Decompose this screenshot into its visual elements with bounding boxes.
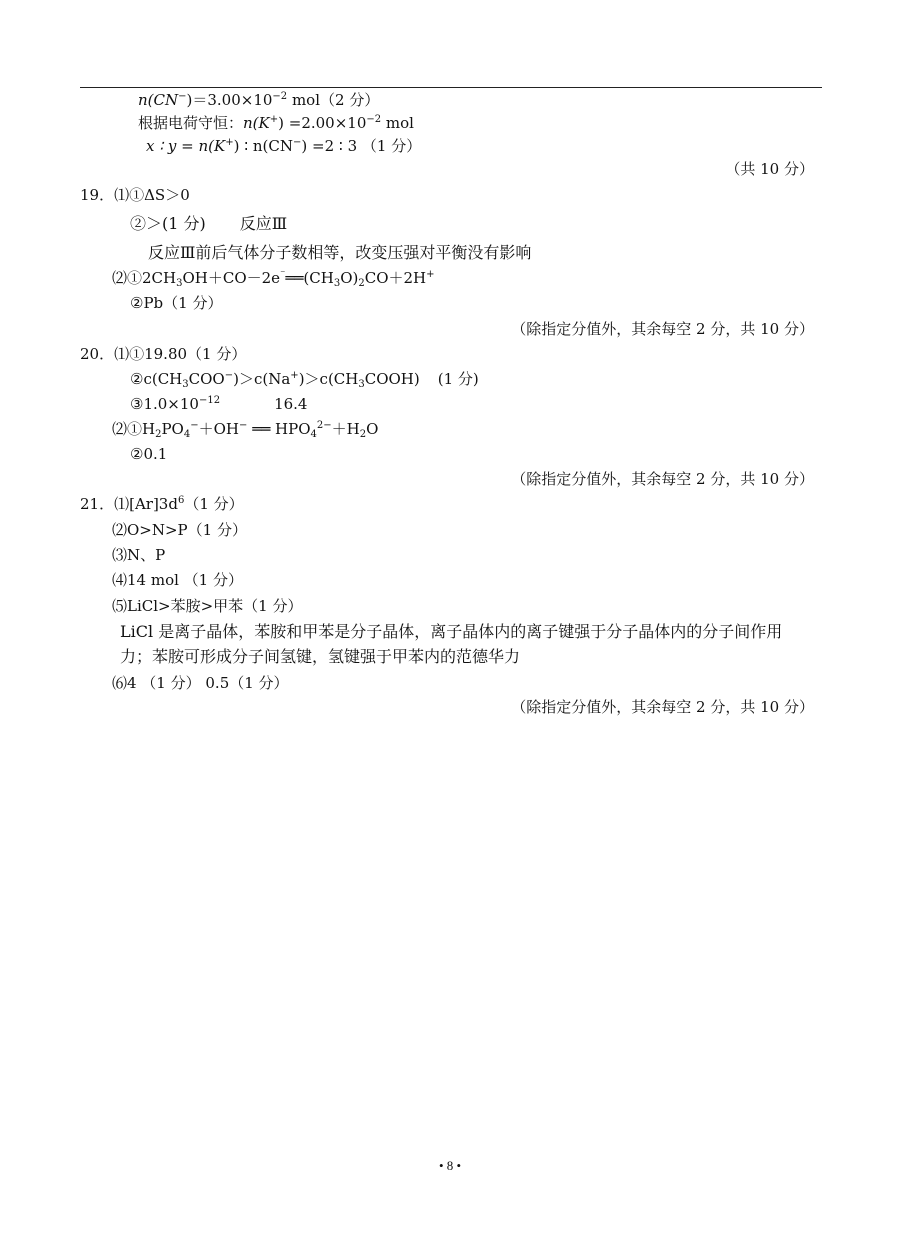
q21-p5: ⑸LiCl>苯胺>甲苯（1 分） [112, 597, 303, 615]
text: ＋H [331, 420, 360, 438]
q19-header [80, 185, 190, 205]
superscript: 2− [316, 420, 332, 431]
text: CO＋2H [364, 269, 427, 287]
exponent: −2 [272, 91, 288, 102]
text: n(K [243, 114, 270, 132]
text: （1 分） [184, 495, 244, 513]
subscript: 3 [176, 278, 183, 289]
exponent: −2 [366, 114, 382, 125]
q21-p4: ⑷14 mol （1 分） [112, 571, 243, 589]
q21-total: （除指定分值外，其余每空 2 分，共 10 分） [511, 698, 814, 716]
text: )＞c(CH [298, 370, 359, 388]
answer-text: 反应Ⅲ [239, 214, 288, 233]
text: (1 分) [437, 370, 479, 388]
q21-p5-explanation-1: LiCl 是离子晶体，苯胺和甲苯是分子晶体，离子晶体内的离子键强于分子晶体内的分子间作用 [120, 622, 783, 641]
text: ⑵①2CH [112, 269, 177, 287]
text: )＝3.00×10 [186, 91, 273, 109]
text: ②c(CH [130, 370, 183, 388]
q19-total: （除指定分值外，其余每空 2 分，共 10 分） [511, 320, 814, 338]
subscript: 2 [155, 429, 162, 440]
text: COO [188, 370, 225, 388]
header-rule [80, 87, 822, 88]
subscript: 4 [183, 429, 191, 440]
subscript: 3 [182, 379, 189, 390]
text: OH＋CO－2e [182, 269, 281, 287]
question-number: 19． [80, 186, 115, 204]
subscript: 3 [358, 379, 365, 390]
q20-p1-3 [130, 394, 307, 414]
superscript: − [224, 370, 234, 381]
q19-p2-2: ②Pb（1 分） [130, 294, 223, 312]
text: )＞c(Na [233, 370, 291, 388]
answer-text: ⑴①ΔS＞0 [114, 186, 190, 204]
text: n(CN [138, 91, 179, 109]
page-number: • 8 • [438, 1158, 462, 1173]
q20-p2-2: ②0.1 [130, 445, 168, 463]
text: ══(CH [285, 269, 334, 287]
q18-total: （共 10 分） [725, 160, 814, 178]
superscript: ⁻ [280, 269, 286, 280]
answer-text: ②＞(1 分) [130, 214, 206, 233]
text: PO [161, 420, 184, 438]
superscript: − [239, 420, 248, 431]
text: 根据电荷守恒： [138, 114, 244, 132]
q18-line-charge: 根据电荷守恒：$n(K^+) =2.00\times 10^{-2}$ mol [138, 114, 414, 132]
text: ③1.0×10 [130, 395, 199, 413]
q19-p1-3: 反应Ⅲ前后气体分子数相等，改变压强对平衡没有影响 [148, 243, 532, 262]
exponent: −12 [198, 395, 221, 406]
q20-p1-2 [130, 369, 479, 389]
q20-p2-1 [112, 419, 378, 439]
subscript: 2 [358, 278, 365, 289]
superscript: + [290, 370, 299, 381]
text: x ∶ y = n(K [146, 137, 226, 155]
q21-header [80, 494, 244, 514]
subscript: 3 [333, 278, 341, 289]
question-number: 21． [80, 495, 115, 513]
subscript: 2 [359, 429, 367, 440]
q21-p6: ⑹4 （1 分） 0.5（1 分） [112, 674, 289, 692]
q20-header [80, 344, 246, 364]
text: 16.4 [274, 395, 308, 413]
text: ) =2.00×10 [278, 114, 367, 132]
text: O) [340, 269, 359, 287]
superscript: + [426, 269, 435, 280]
text: mol [385, 114, 414, 132]
question-number: 20． [80, 345, 115, 363]
text: ) =2 ∶ 3 （1 分） [301, 137, 422, 155]
text: ══ HPO [252, 420, 311, 438]
superscript: 6 [177, 495, 185, 506]
answer-text: ⑴①19.80（1 分） [114, 345, 247, 363]
q21-p5-explanation-2: 力；苯胺可形成分子间氢键，氢键强于甲苯内的范德华力 [120, 647, 521, 666]
text: ⑵①H [112, 420, 156, 438]
q18-line-cn: $n(CN^-)=3.00\times 10^{-2}$ mol（2 分） [138, 91, 380, 109]
q19-p1-2 [130, 214, 287, 234]
text: ⑴[Ar]3d [114, 495, 178, 513]
q18-line-ratio: x ∶ y = n(K+) ∶ n(CN−) =2 ∶ 3 （1 分） [146, 137, 422, 155]
text: ＋OH [198, 420, 240, 438]
q21-p3: ⑶N、P [112, 546, 166, 564]
q19-p2-1 [112, 268, 435, 288]
text: mol（2 分） [291, 91, 380, 109]
text: ) ∶ n(CN [233, 137, 294, 155]
text: O [366, 420, 379, 438]
subscript: 4 [310, 429, 317, 440]
q20-total: （除指定分值外，其余每空 2 分，共 10 分） [511, 470, 814, 488]
superscript: − [190, 420, 199, 431]
q21-p2: ⑵O>N>P（1 分） [112, 521, 247, 539]
text: COOH) [364, 370, 420, 388]
